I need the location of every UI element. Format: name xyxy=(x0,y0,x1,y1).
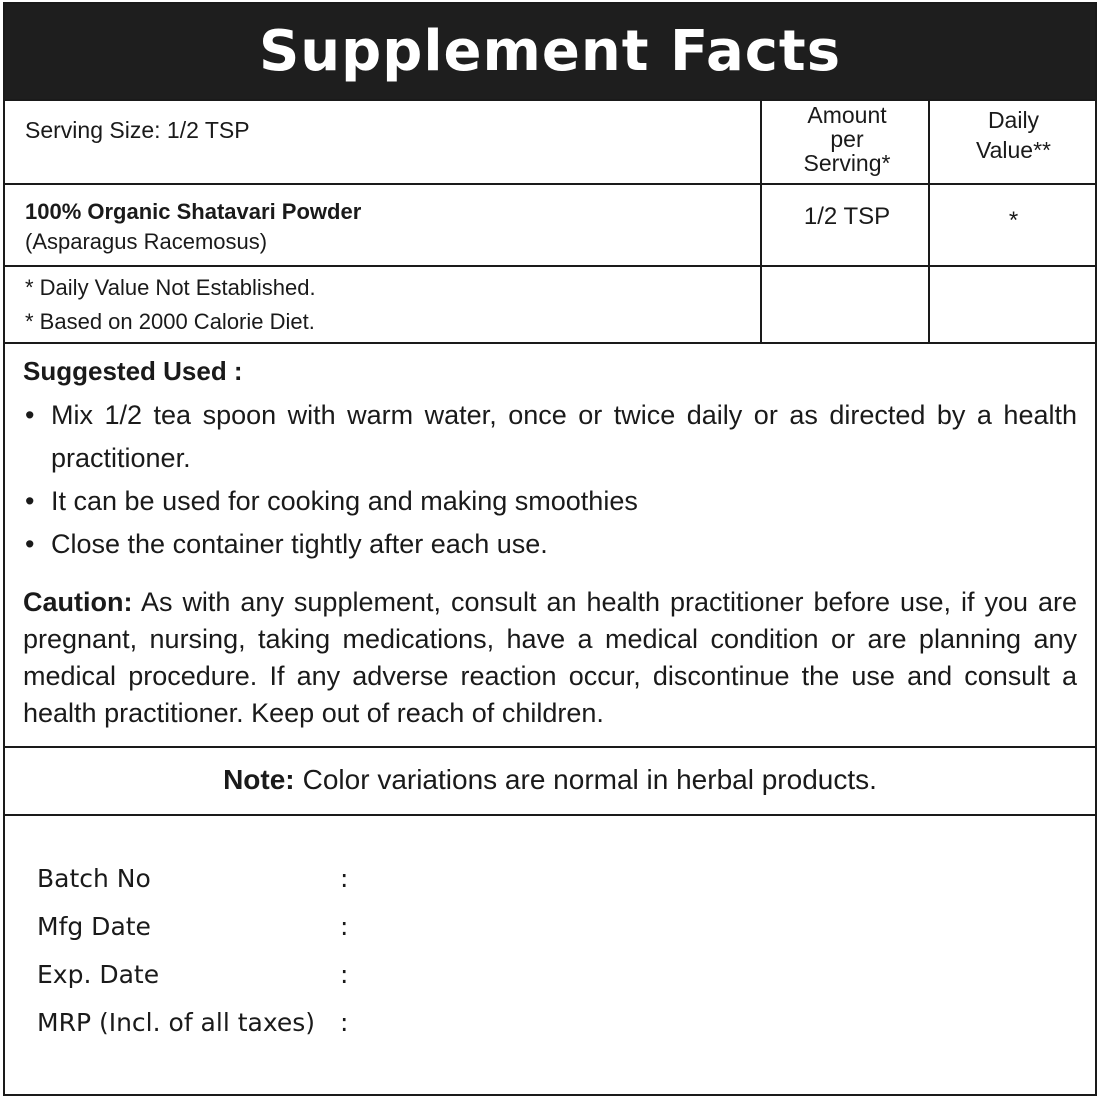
directions-section xyxy=(5,344,1095,746)
table-rule xyxy=(5,99,1095,101)
ingredient-amount: 1/2 TSP xyxy=(803,203,891,230)
batch-separator: : xyxy=(340,960,349,989)
ingredient-daily-value: * xyxy=(1008,207,1019,234)
page-title: Supplement Facts xyxy=(258,19,842,84)
list-item: • Close the container tightly after each use. xyxy=(23,523,1077,566)
note-band xyxy=(5,746,1095,814)
caution-body: As with any supplement, consult an health practitioner before use, if you are pregnant, nursing, taking medications, have a medical condition or are planning any medical procedure. If any adverse reaction occur, discontinue the use and consult a health practitioner. Keep out of reach of children. xyxy=(23,587,1077,728)
ingredient-latin-name: (Asparagus Racemosus) xyxy=(25,229,268,254)
list-item: • Mix 1/2 tea spoon with warm water, once or twice daily or as directed by a health practitioner. xyxy=(23,394,1077,480)
column-header-amount: Amount per Serving* xyxy=(803,102,891,176)
ingredient xyxy=(25,197,361,257)
table-rule xyxy=(5,183,1095,185)
list-item: • It can be used for cooking and making smoothies xyxy=(23,480,1077,523)
serving-size: Serving Size: 1/2 TSP xyxy=(25,117,250,143)
supplement-label xyxy=(3,2,1097,1096)
footnote: * Based on 2000 Calorie Diet. xyxy=(25,309,315,334)
column-header-daily-value: Daily Value** xyxy=(975,107,1052,163)
note-label: Note: xyxy=(223,764,295,795)
batch-label: MRP (Incl. of all taxes) xyxy=(37,1008,316,1037)
ingredient-name: 100% Organic Shatavari Powder xyxy=(25,199,362,224)
table-rule xyxy=(5,265,1095,267)
directions-heading: Suggested Used : xyxy=(23,356,243,386)
batch-label: Exp. Date xyxy=(37,960,160,989)
footnote: * Daily Value Not Established. xyxy=(25,275,316,300)
note-text: Color variations are normal in herbal products. xyxy=(302,764,877,795)
caution-text xyxy=(23,584,1077,732)
batch-label: Mfg Date xyxy=(37,912,151,941)
directions-list xyxy=(23,394,1077,566)
batch-separator: : xyxy=(340,912,349,941)
caution-label: Caution: xyxy=(23,587,133,617)
footnotes xyxy=(25,271,316,339)
batch-label: Batch No xyxy=(37,864,151,893)
title-bar xyxy=(5,4,1095,99)
batch-separator: : xyxy=(340,864,349,893)
batch-separator: : xyxy=(340,1008,349,1037)
section-rule xyxy=(5,814,1095,816)
facts-table xyxy=(5,99,1095,344)
